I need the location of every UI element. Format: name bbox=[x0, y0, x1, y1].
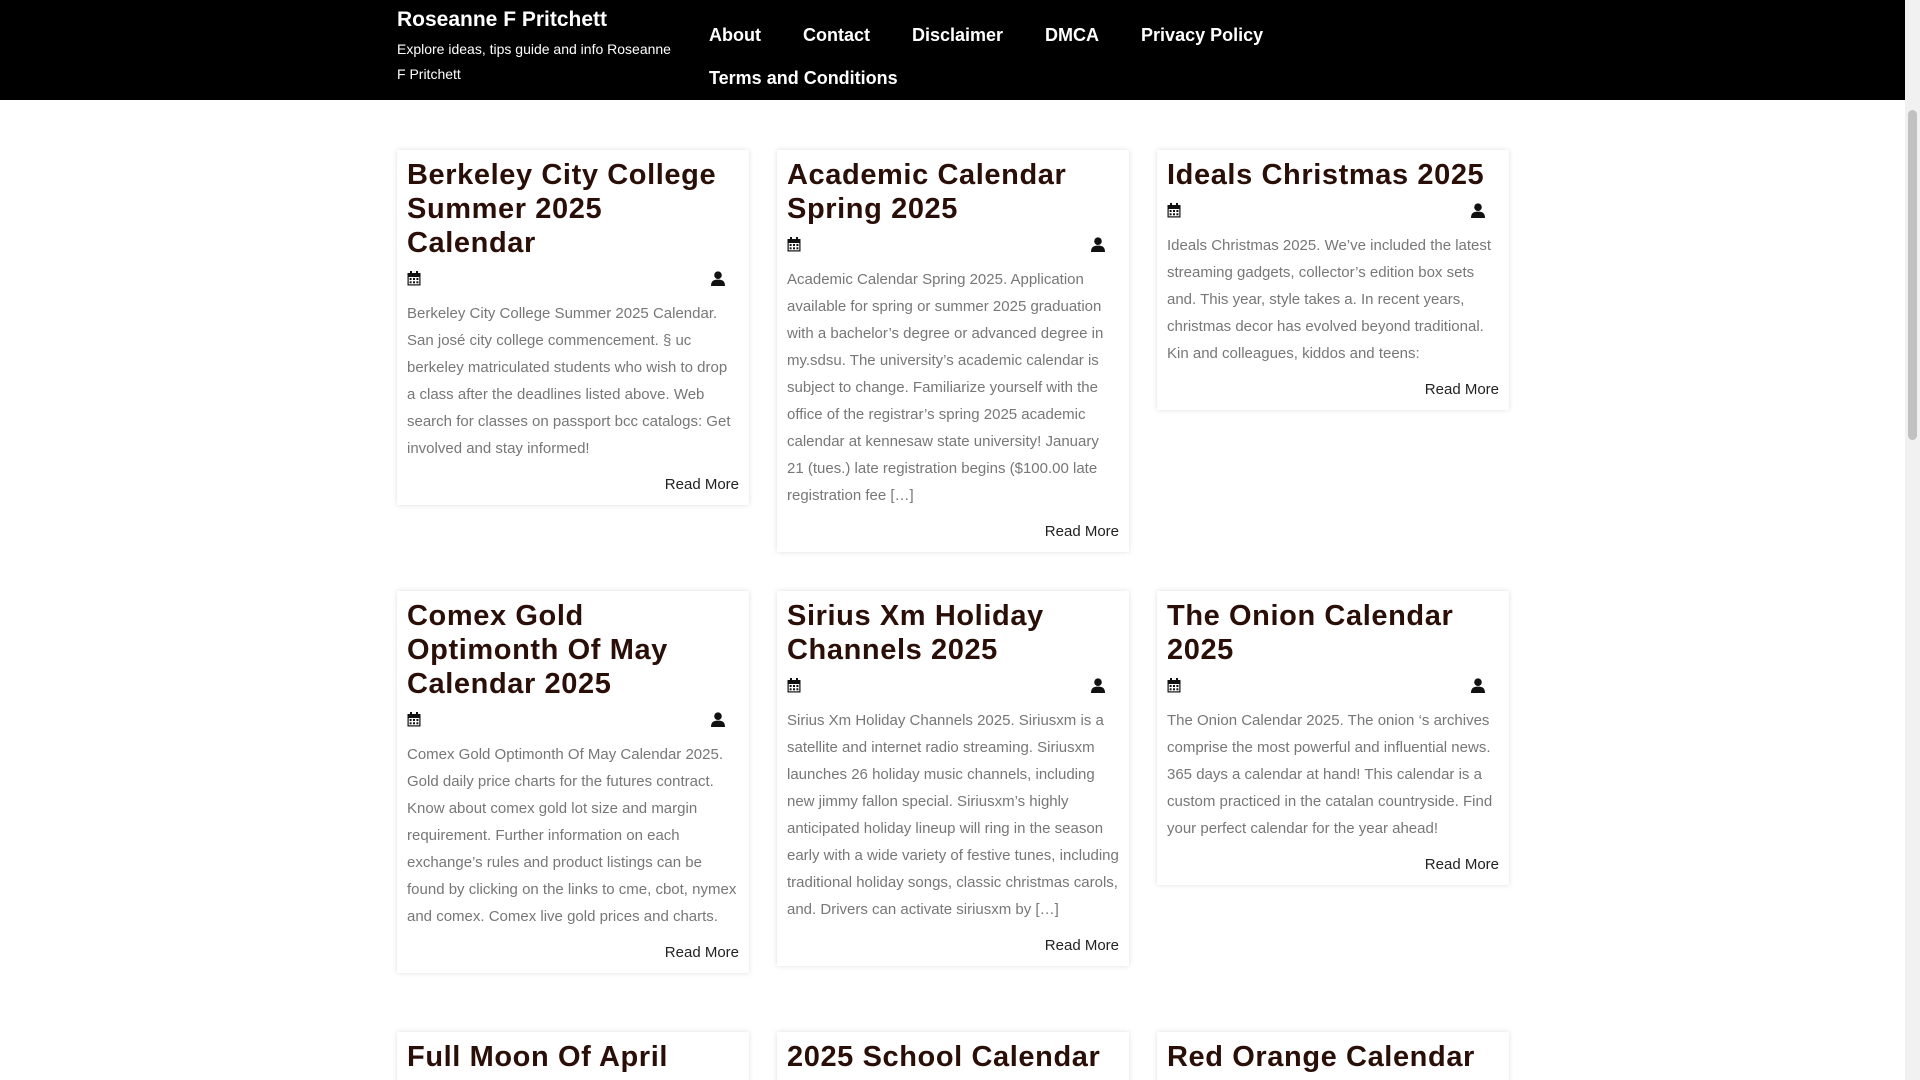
post-excerpt: Berkeley City College Summer 2025 Calendar. San josé city college commencement. § uc berkeley matriculated students who wish to drop a class after the deadlines listed above. Web search for classes on passport bcc catalogs: Get involved and stay informed! bbox=[407, 305, 731, 457]
calendar-icon bbox=[787, 237, 801, 252]
calendar-icon bbox=[787, 678, 801, 693]
post-excerpt: Academic Calendar Spring 2025. Application available for spring or summer 2025 graduation with a bachelor’s degree or advanced degree in my.sdsu. The university’s academic calendar is subject to change. Familiarize yourself with the office of the registrar’s spring 2025 academic calendar at kennesaw state university! January 21 (tues.) late registration begins ($100.00 late registration fee […] bbox=[787, 271, 1104, 504]
site-title-link[interactable]: Roseanne F Pritchett bbox=[397, 8, 608, 31]
post-meta bbox=[1167, 675, 1499, 697]
page-scrollbar[interactable] bbox=[1905, 0, 1920, 1080]
nav-privacy-policy[interactable]: Privacy Policy bbox=[1141, 25, 1264, 45]
post-card bbox=[397, 150, 749, 505]
post-card bbox=[1157, 591, 1509, 885]
post-card bbox=[1157, 150, 1509, 410]
post-excerpt: Ideals Christmas 2025. We’ve included the latest streaming gadgets, collector’s edition box sets and. This year, style takes a. In recent years, christmas decor has evolved beyond traditional. Kin and colleagues, kiddos and teens: bbox=[1167, 237, 1492, 362]
nav-contact[interactable]: Contact bbox=[802, 25, 870, 45]
main-nav bbox=[688, 14, 1308, 100]
user-icon bbox=[1091, 237, 1105, 252]
read-more-link[interactable]: Read More bbox=[1424, 381, 1499, 398]
post-meta bbox=[787, 675, 1119, 697]
read-more-link[interactable]: Read More bbox=[1044, 523, 1119, 540]
post-excerpt: The Onion Calendar 2025. The onion ‘s archives comprise the most powerful and influential news. 365 days a calendar at hand! This calendar is a custom practiced in the catalan countryside. Find your perfect calendar for the year ahead! bbox=[1167, 712, 1493, 837]
user-icon bbox=[1471, 678, 1485, 693]
post-meta bbox=[407, 709, 739, 731]
post-meta bbox=[407, 268, 739, 290]
user-icon bbox=[711, 712, 725, 727]
nav-terms-and-conditions[interactable]: Terms and Conditions bbox=[709, 68, 898, 88]
read-more-link[interactable]: Read More bbox=[664, 476, 739, 493]
post-card bbox=[777, 591, 1129, 966]
calendar-icon bbox=[407, 271, 421, 286]
user-icon bbox=[1471, 203, 1485, 218]
site-tagline: Explore ideas, tips guide and info Roseanne F Pritchett bbox=[397, 41, 671, 82]
post-meta bbox=[787, 234, 1119, 256]
post-title[interactable]: Sirius Xm Holiday Channels 2025 bbox=[787, 600, 1044, 666]
post-title[interactable]: Comex Gold Optimonth Of May Calendar 2025 bbox=[407, 600, 668, 700]
read-more-link[interactable]: Read More bbox=[664, 944, 739, 961]
user-icon bbox=[711, 271, 725, 286]
post-title[interactable]: The Onion Calendar 2025 bbox=[1167, 600, 1454, 666]
post-title[interactable]: Berkeley City College Summer 2025 Calendar bbox=[407, 159, 717, 259]
post-title[interactable]: Ideals Christmas 2025 bbox=[1167, 159, 1485, 191]
post-excerpt: Comex Gold Optimonth Of May Calendar 2025. Gold daily price charts for the futures contract. Know about comex gold lot size and margin requirement. Further information on each exchange’s rules and product listings can be found by clicking on the links to cme, cbot, nymex and comex. Comex live gold prices and charts. bbox=[407, 746, 737, 925]
post-card bbox=[397, 591, 749, 973]
read-more-link[interactable]: Read More bbox=[1044, 937, 1119, 954]
post-excerpt: Sirius Xm Holiday Channels 2025. Siriusxm is a satellite and internet radio streaming. Siriusxm launches 26 holiday music channels, including new jimmy fallon special. Siriusxm’s highly anticipated holiday lineup will ring in the season early with a wide variety of festive tunes, including traditional holiday songs, classic christmas carols, and. Drivers can activate siriusxm by […] bbox=[787, 712, 1119, 918]
post-title[interactable]: Full Moon Of April bbox=[407, 1041, 669, 1073]
post-title[interactable]: Red Orange Calendar bbox=[1167, 1041, 1475, 1073]
calendar-icon bbox=[407, 712, 421, 727]
post-card bbox=[1157, 1032, 1509, 1080]
user-icon bbox=[1091, 678, 1105, 693]
nav-about[interactable]: About bbox=[709, 25, 761, 45]
post-title[interactable]: Academic Calendar Spring 2025 bbox=[787, 159, 1067, 225]
post-meta bbox=[1167, 200, 1499, 222]
site-header bbox=[0, 0, 1905, 100]
post-title[interactable]: 2025 School Calendar bbox=[787, 1041, 1101, 1073]
nav-dmca[interactable]: DMCA bbox=[1045, 25, 1100, 45]
site-branding bbox=[397, 6, 682, 87]
calendar-icon bbox=[1167, 203, 1181, 218]
post-card bbox=[777, 1032, 1129, 1080]
nav-disclaimer[interactable]: Disclaimer bbox=[911, 25, 1004, 45]
scrollbar-thumb[interactable] bbox=[1908, 110, 1917, 440]
read-more-link[interactable]: Read More bbox=[1424, 856, 1499, 873]
post-card bbox=[397, 1032, 749, 1080]
calendar-icon bbox=[1167, 678, 1181, 693]
post-card bbox=[777, 150, 1129, 552]
